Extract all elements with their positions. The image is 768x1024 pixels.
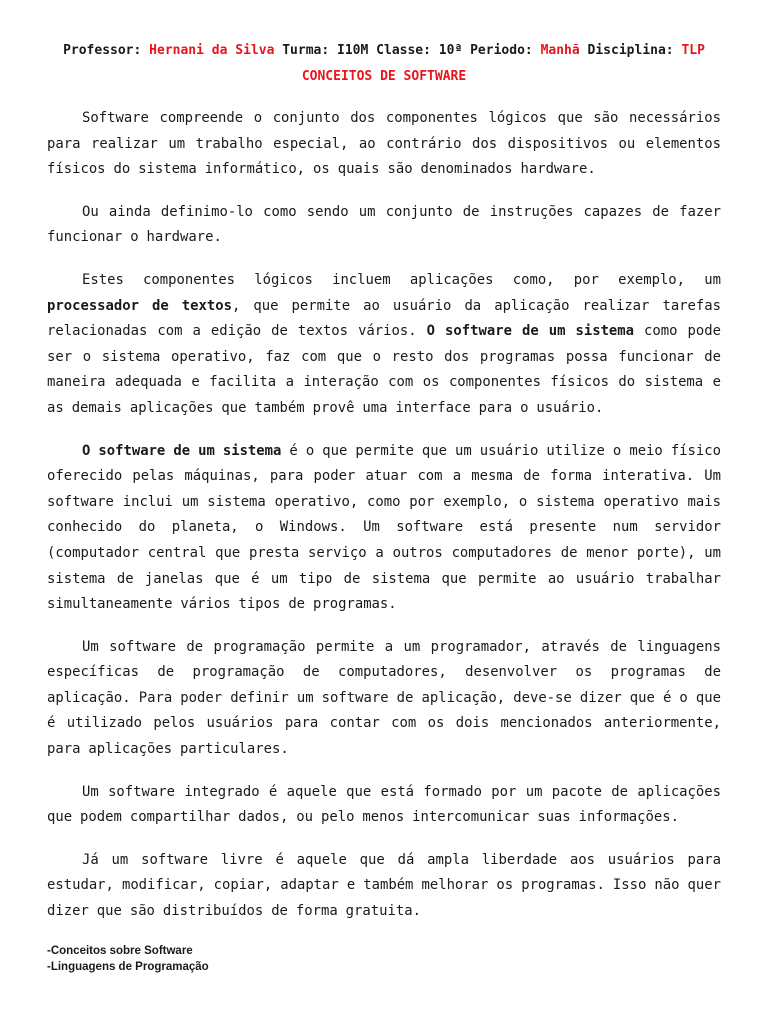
disciplina-value: TLP [681, 43, 705, 58]
periodo-value: Manhã [540, 43, 580, 58]
turma-label: Turma: [282, 43, 330, 58]
text-run: é o que permite que um usuário utilize o meio físico oferecido pelas máquinas, para poder atuar com a mesma de forma interativa. Um software inclui um sistema operativo, como por exemplo, o sistema operativo mais conhecido do planeta, o Windows. Um software está presente num servidor (computador central que presta serviço a outros computadores de menor porte), um sistema de janelas que é um tipo de sistema que permite ao usuário trabalhar simultaneamente vários tipos de programas. [47, 442, 721, 613]
paragraph-logical-components [47, 268, 721, 422]
bold-term-system-software: O software de um sistema [426, 323, 635, 340]
professor-label: Professor: [63, 43, 142, 58]
paragraph-instructions: Ou ainda definimo-lo como sendo um conjunto de instruções capazes de fazer funcionar o hardware. [47, 203, 721, 246]
paragraph-free-software: Já um software livre é aquele que dá ampla liberdade aos usuários para estudar, modificar, copiar, adaptar e também melhorar os programas. Isso não quer dizer que são distribuídos de forma gratuita. [47, 851, 721, 920]
text-run: como pode ser o sistema operativo, faz com que o resto dos programas possa funcionar de maneira adequada e facilita a interação com os componentes físicos do sistema e as demais aplicações que também provê uma interface para o usuário. [47, 323, 721, 416]
disciplina-label: Disciplina: [587, 43, 674, 58]
professor-name: Hernani da Silva [149, 43, 275, 58]
classe-label: Classe: [376, 43, 431, 58]
turma-value: I10M [337, 43, 369, 58]
header-info [47, 38, 721, 64]
bold-term-system-software: O software de um sistema [82, 442, 282, 459]
classe-value: 10ª [438, 43, 463, 58]
paragraph-programming-software: Um software de programação permite a um programador, através de linguagens específicas de programação de computadores, desenvolver os programas de aplicação. Para poder definir um software de aplicação, deve-se dizer que é o que é utilizado pelos usuários para contar com os dois mencionados anteriormente, para aplicações particulares. [47, 638, 721, 758]
topic-item: -Linguagens de Programação [47, 960, 209, 973]
paragraph-software-definition: Software compreende o conjunto dos componentes lógicos que são necessários para realizar um trabalho especial, ao contrário dos dispositivos ou elementos físicos do sistema informático, os quais são denominados hardware. [47, 110, 721, 178]
bold-term-word-processor: processador de textos [47, 297, 232, 314]
document-title: CONCEITOS DE SOFTWARE [301, 69, 467, 84]
paragraph-system-software [47, 439, 721, 618]
periodo-label: Periodo: [470, 43, 533, 58]
text-run: Estes componentes lógicos incluem aplicações como, por exemplo, um [82, 271, 721, 288]
paragraph-integrated-software: Um software integrado é aquele que está formado por um pacote de aplicações que podem compartilhar dados, ou pelo menos intercomunicar suas informações. [47, 783, 721, 826]
topics-list [47, 943, 721, 975]
text-run: , que permite ao usuário da aplicação realizar tarefas relacionadas com a edição de textos vários. [47, 297, 721, 340]
topic-item: -Conceitos sobre Software [47, 944, 193, 957]
